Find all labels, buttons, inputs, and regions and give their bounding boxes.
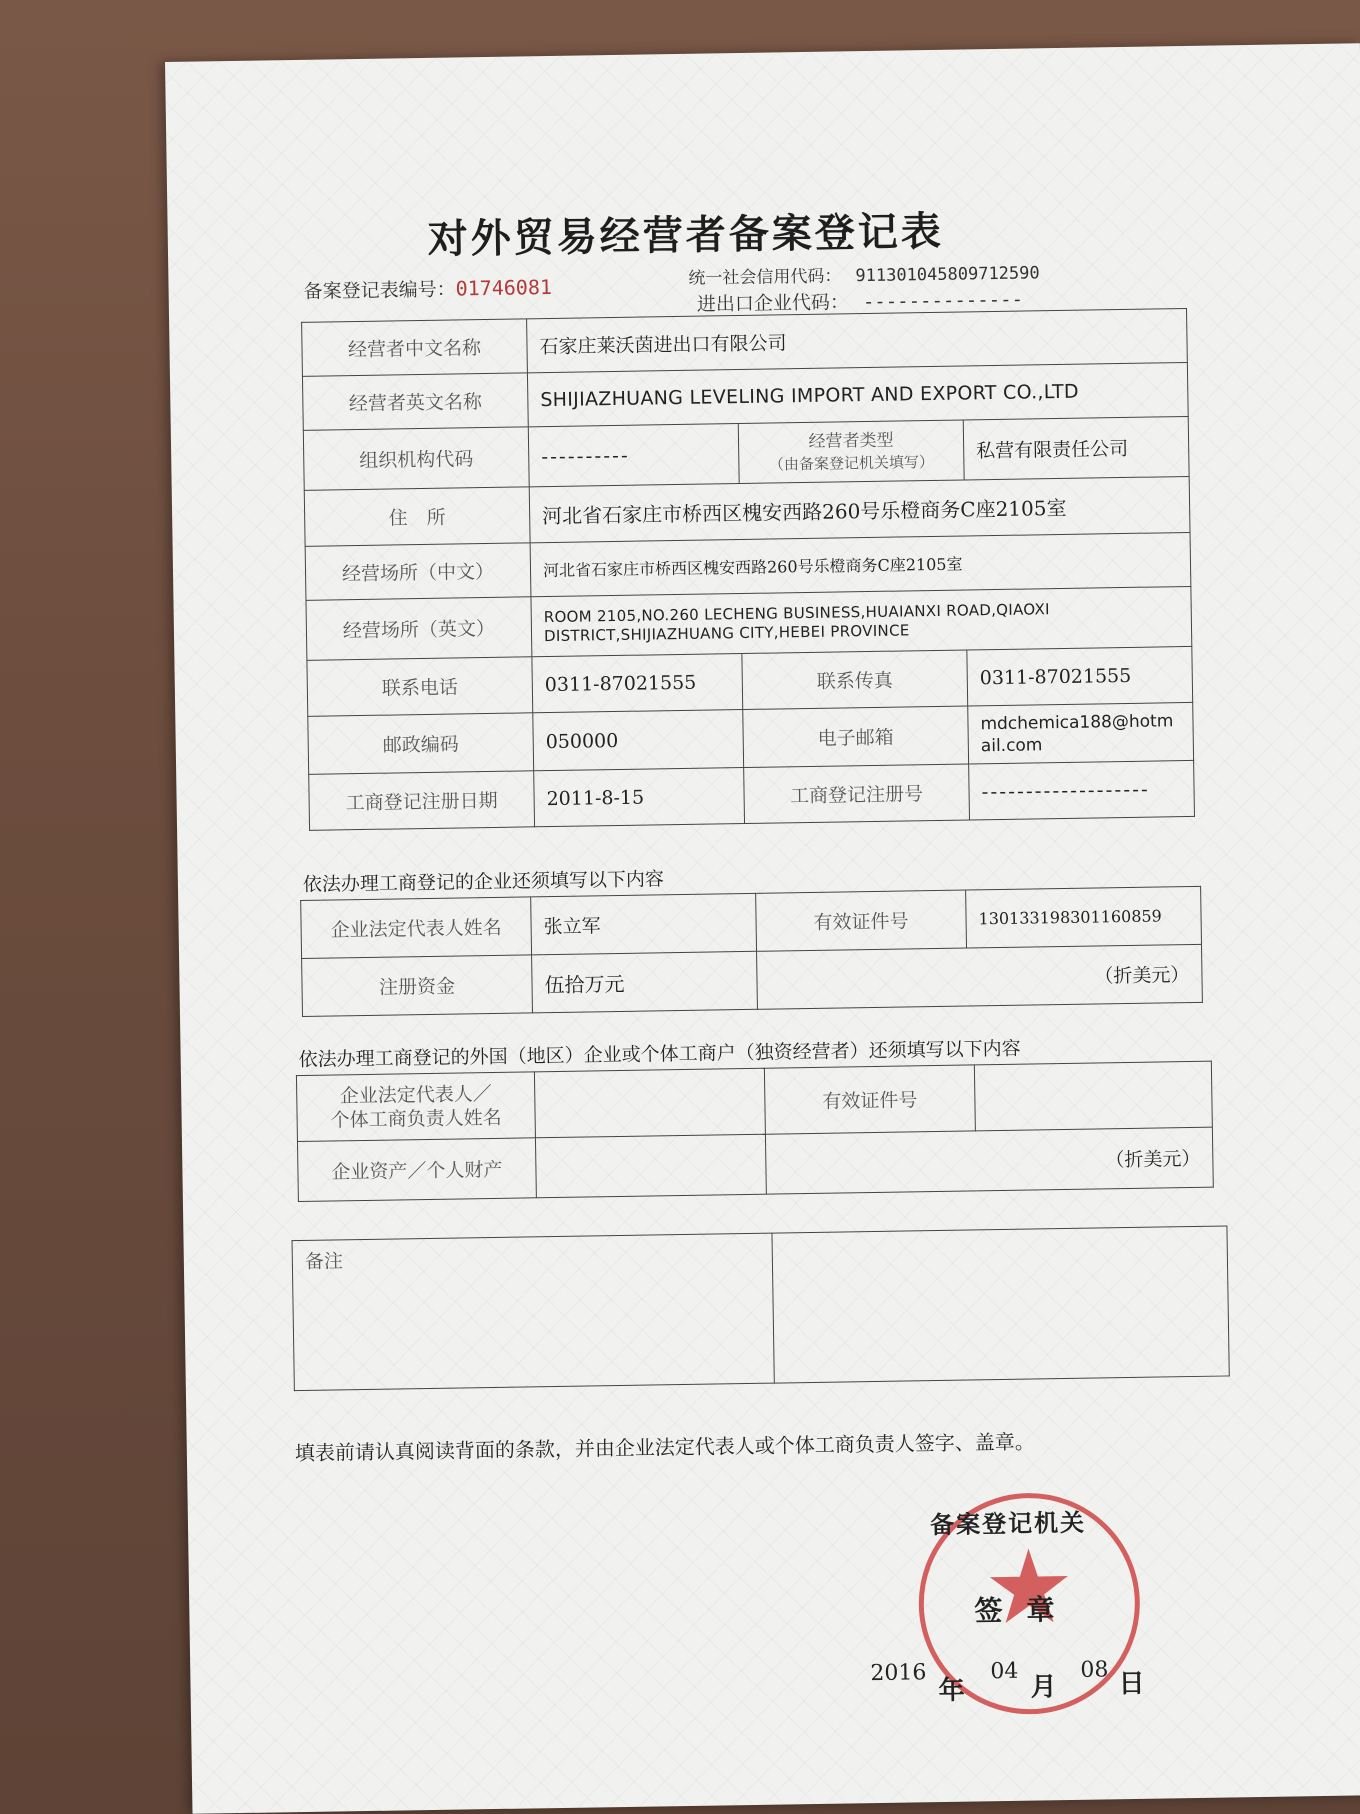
legal-rep-value: 张立军 — [531, 893, 757, 955]
date-year: 2016 — [870, 1660, 927, 1687]
remarks-table — [292, 1225, 1230, 1391]
assets-value — [535, 1134, 766, 1198]
footer-note: 填表前请认真阅读背面的条款，并由企业法定代表人或个体工商负责人签字、盖章。 — [294, 1429, 1035, 1466]
date-month-char: 月 — [1030, 1672, 1057, 1703]
capital-label: 注册资金 — [302, 955, 533, 1017]
address-value: 河北省石家庄市桥西区槐安西路260号乐橙商务C座2105室 — [529, 476, 1190, 542]
reg-no-label: 工商登记注册号 — [744, 764, 970, 824]
org-code-label: 组织机构代码 — [303, 427, 529, 491]
ie-code: 进出口企业代码： -------------- — [696, 288, 1024, 316]
capital-usd-note: （折美元） — [757, 944, 1203, 1009]
date-month: 04 — [990, 1658, 1019, 1685]
section1-table — [300, 886, 1203, 1017]
en-name-label: 经营者英文名称 — [302, 373, 528, 431]
record-number: 备案登记表编号：01746081 — [303, 274, 553, 303]
cn-name-value: 石家庄莱沃茵进出口有限公司 — [527, 308, 1188, 372]
date-year-char: 年 — [938, 1675, 965, 1707]
postcode-label: 邮政编码 — [308, 713, 534, 775]
operator-type-value: 私营有限责任公司 — [963, 416, 1189, 480]
document-title: 对外贸易经营者备案登记表 — [427, 208, 945, 263]
assets-label: 企业资产／个人财产 — [297, 1138, 536, 1202]
section2-id-value — [974, 1061, 1212, 1131]
remarks-label: 备注 — [292, 1233, 774, 1391]
site-cn-label: 经营场所（中文） — [305, 543, 531, 601]
section1-heading: 依法办理工商登记的企业还须填写以下内容 — [302, 868, 665, 896]
en-name-value: SHIJIAZHUANG LEVELING IMPORT AND EXPORT CO.,LTD — [527, 362, 1188, 426]
phone-value: 0311-87021555 — [532, 654, 743, 713]
date-day-char: 日 — [1118, 1668, 1145, 1700]
section2-id-label: 有效证件号 — [764, 1065, 975, 1134]
address-label: 住 所 — [304, 487, 530, 547]
postcode-value: 050000 — [533, 710, 744, 771]
org-code-value: ---------- — [528, 424, 739, 487]
date-day: 08 — [1080, 1657, 1109, 1683]
authority-label: 备案登记机关 — [929, 1508, 1087, 1540]
cn-name-label: 经营者中文名称 — [302, 319, 528, 377]
site-cn-value: 河北省石家庄市桥西区槐安西路260号乐橙商务C座2105室 — [530, 532, 1191, 596]
email-label: 电子邮箱 — [743, 706, 969, 768]
rep-value — [534, 1068, 765, 1138]
capital-value: 伍拾万元 — [532, 951, 758, 1013]
sign-label: 签章 — [974, 1592, 1079, 1628]
reg-date-label: 工商登记注册日期 — [309, 771, 535, 831]
fax-value: 0311-87021555 — [967, 646, 1193, 706]
section2-heading: 依法办理工商登记的外国（地区）企业或个体工商户（独资经营者）还须填写以下内容 — [298, 1037, 1021, 1072]
assets-usd-note: （折美元） — [765, 1127, 1213, 1194]
record-number-value: 01746081 — [455, 274, 553, 301]
remarks-value — [772, 1226, 1229, 1383]
rep-label: 企业法定代表人／ 个体工商负责人姓名 — [296, 1072, 535, 1142]
operator-type-label: 经营者类型 （由备案登记机关填写） — [738, 420, 964, 484]
main-info-table — [301, 308, 1195, 831]
phone-label: 联系电话 — [307, 657, 533, 717]
id-value: 130133198301160859 — [966, 886, 1202, 948]
section2-table — [296, 1061, 1214, 1202]
registration-form-paper — [165, 43, 1360, 1814]
email-value: mdchemica188@hotmail.com — [968, 702, 1194, 764]
site-en-label: 经营场所（英文） — [306, 597, 532, 661]
reg-date-value: 2011-8-15 — [534, 767, 745, 826]
fax-label: 联系传真 — [742, 650, 968, 710]
legal-rep-label: 企业法定代表人姓名 — [301, 897, 532, 959]
site-en-value: ROOM 2105,NO.260 LECHENG BUSINESS,HUAIANXI ROAD,QIAOXI DISTRICT,SHIJIAZHUANG CITY,HEBEI PROVINCE — [531, 586, 1192, 656]
credit-code: 统一社会信用代码： 911301045809712590 — [688, 263, 1040, 289]
id-label: 有效证件号 — [756, 890, 967, 951]
reg-no-value: ------------------- — [969, 760, 1195, 820]
